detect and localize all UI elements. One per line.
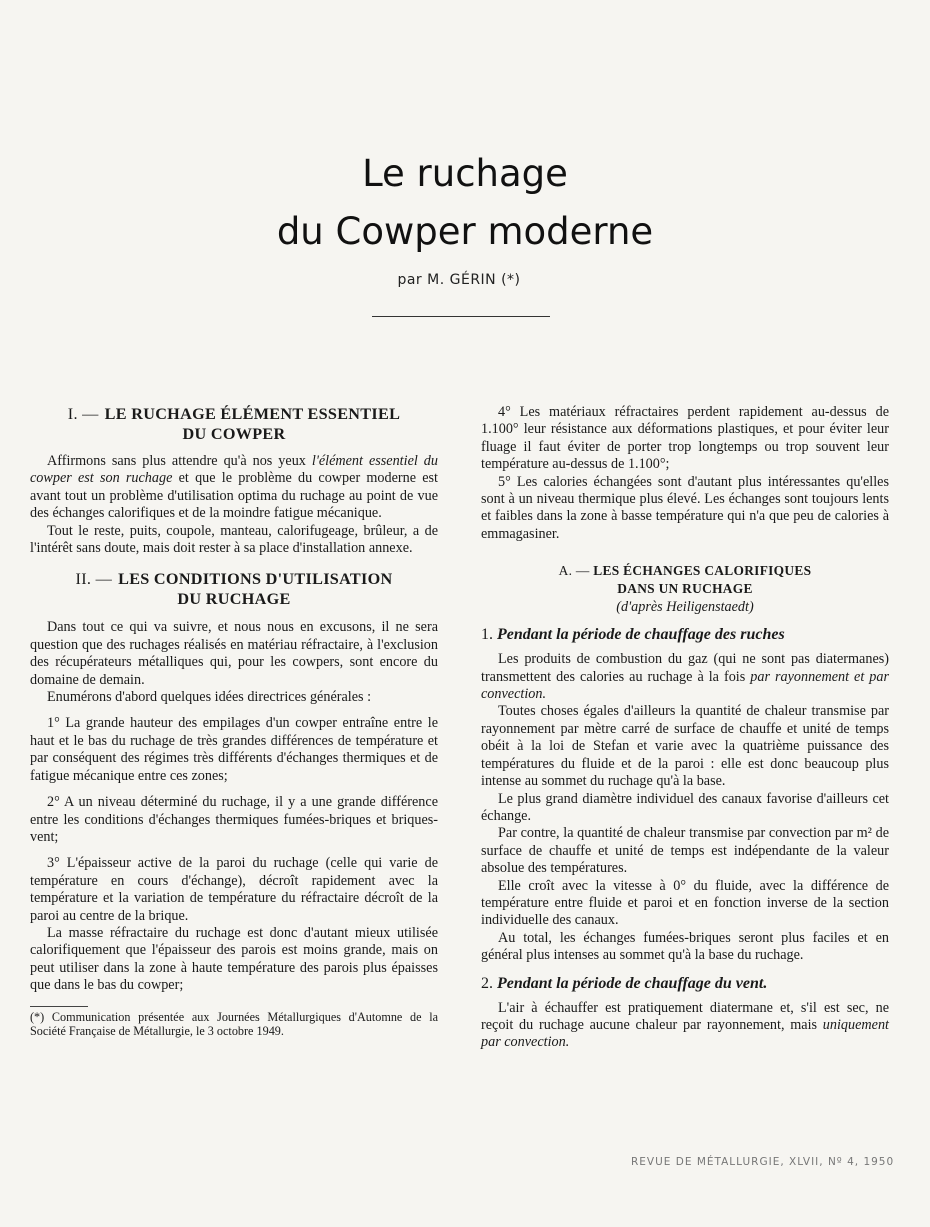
section-heading-1 bbox=[30, 404, 438, 444]
footnote-divider bbox=[30, 1006, 88, 1007]
section-number: II. — bbox=[75, 570, 113, 589]
journal-reference: REVUE DE MÉTALLURGIE, XLVII, Nº 4, 1950 bbox=[631, 1156, 895, 1168]
paragraph: Par contre, la quantité de chaleur transmise par convection par m² de surface de chauffe et unité de temps est indépendante de la valeur absolue des températures. bbox=[481, 825, 889, 877]
italic-run: uniquement par convection. bbox=[481, 1016, 889, 1051]
title-line-1: Le ruchage bbox=[362, 152, 568, 195]
footnote: (*) Communication présentée aux Journées Métallurgiques d'Automne de la Société Française de Métallurgie, le 3 octobre 1949. bbox=[30, 1009, 438, 1039]
article-title bbox=[0, 145, 930, 261]
subsection-title-line-1: LES ÉCHANGES CALORIFIQUES bbox=[593, 563, 812, 579]
subheading-1 bbox=[481, 625, 889, 645]
paragraph: Au total, les échanges fumées-briques seront plus faciles et en général plus intenses au sommet qu'à la base du ruchage. bbox=[481, 929, 889, 964]
title-divider bbox=[372, 316, 550, 317]
section-title-line-2: DU COWPER bbox=[182, 425, 286, 443]
section-title-line-2: DU RUCHAGE bbox=[177, 590, 291, 609]
text-run: et que le problème du cowper moderne est avant tout un problème d'utilisation optima du ruchage au point de vue des échanges calorifiques et de la moindre fatigue mécanique. bbox=[30, 470, 439, 522]
section-title-line-1: LE RUCHAGE ÉLÉMENT ESSENTIEL bbox=[104, 405, 401, 423]
section-number: I. — bbox=[67, 405, 99, 423]
paragraph: Elle croît avec la vitesse à 0° du fluide, avec la différence de température entre fluide et paroi et en fonction inverse de la section individuelle des canaux. bbox=[481, 877, 889, 929]
section-title-line-1: LES CONDITIONS D'UTILISATION bbox=[118, 570, 393, 589]
paragraph: Tout le reste, puits, coupole, manteau, calorifugeage, brûleur, a de l'intérêt sans doute, mais doit rester à sa place d'installation annexe. bbox=[30, 522, 438, 557]
paragraph: 4° Les matériaux réfractaires perdent rapidement au-dessus de 1.100° leur résistance aux déformations plastiques, et pour éviter leur fluage il faut éviter de porter trop longtemps ou trop souvent leur température au-dessus de 1.100°; bbox=[481, 404, 889, 473]
subheading-2 bbox=[481, 974, 889, 994]
paragraph: 1° La grande hauteur des empilages d'un cowper entraîne entre le haut et le bas du ruchage de très grandes différences de température et par conséquent des régimes très différents d'échanges thermiques et de fatigue mécanique entre ces zones; bbox=[30, 715, 438, 784]
paragraph: Toutes choses égales d'ailleurs la quantité de chaleur transmise par rayonnement par mètre carré de surface de chauffe et unité de temps obéit à la loi de Stefan et varie avec la quatrième puissance des températures du fluide et de la paroi : elle est donc beaucoup plus intense au sommet du ruchage qu'à la base. bbox=[481, 703, 889, 790]
paragraph: 5° Les calories échangées sont d'autant plus intéressantes qu'elles sont à un niveau thermique plus élevé. Les échanges sont toujours lents et faibles dans la zone à basse température qui n'a que peu de calories à emmagasiner. bbox=[481, 473, 889, 542]
paragraph: Le plus grand diamètre individuel des canaux favorise d'ailleurs cet échange. bbox=[481, 790, 889, 824]
author-byline: par M. GÉRIN (*) bbox=[397, 272, 521, 288]
title-line-2: du Cowper moderne bbox=[276, 210, 654, 253]
subsection-heading-a bbox=[481, 562, 889, 598]
italic-run: par rayonnement et par convection. bbox=[481, 668, 889, 703]
paragraph bbox=[481, 1000, 889, 1052]
italic-run: l'élément essentiel du cowper est son ruchage bbox=[30, 453, 438, 487]
subheading-title: Pendant la période de chauffage du vent. bbox=[497, 974, 768, 992]
subheading-number: 2. bbox=[481, 974, 493, 992]
paragraph: Dans tout ce qui va suivre, et nous nous en excusons, il ne sera question que des ruchages réalisés en matériau réfractaire, à l'exclusion des récupérateurs métalliques qui, pour les cowpers, sont encore du domaine de demain. bbox=[30, 619, 438, 688]
subsection-title-line-2: DANS UN RUCHAGE bbox=[617, 581, 753, 597]
text-run: Les produits de combustion du gaz (qui ne sont pas diatermanes) transmettent des calories au ruchage à la fois bbox=[481, 651, 889, 685]
attribution-text: (d'après Heiligenstaedt) bbox=[616, 599, 754, 616]
subheading-number: 1. bbox=[481, 626, 493, 644]
subsection-number: A. — bbox=[558, 563, 590, 579]
paragraph: 2° A un niveau déterminé du ruchage, il y a une grande différence entre les conditions d'échanges thermiques fumées-briques et briques-vent; bbox=[30, 794, 438, 845]
section-heading-2 bbox=[30, 569, 438, 609]
text-run: Affirmons sans plus attendre qu'à nos yeux bbox=[47, 453, 312, 469]
paragraph: 3° L'épaisseur active de la paroi du ruchage (celle qui varie de température en cours d'échange), décroît rapidement avec la température et la variation de température du réfractaire décroît de la paroi au centre de la brique. bbox=[30, 855, 438, 924]
text-run: L'air à échauffer est pratiquement diatermane et, s'il est sec, ne reçoit du ruchage aucune chaleur par rayonnement, mais bbox=[481, 999, 889, 1033]
subsection-attribution bbox=[481, 598, 889, 616]
paragraph: Enumérons d'abord quelques idées directrices générales : bbox=[47, 689, 372, 706]
subheading-title: Pendant la période de chauffage des ruches bbox=[497, 626, 785, 644]
paragraph: La masse réfractaire du ruchage est donc d'autant mieux utilisée calorifiquement que l'épaisseur des parois est moins grande, mais on peut utiliser dans la zone à haute température des parois plus épaisses que dans le bas du cowper; bbox=[30, 924, 438, 994]
paragraph bbox=[481, 651, 889, 703]
spacer bbox=[481, 543, 889, 562]
paragraph bbox=[30, 453, 438, 523]
left-column bbox=[30, 404, 438, 1039]
spacer bbox=[481, 965, 889, 970]
right-column bbox=[481, 404, 889, 1052]
